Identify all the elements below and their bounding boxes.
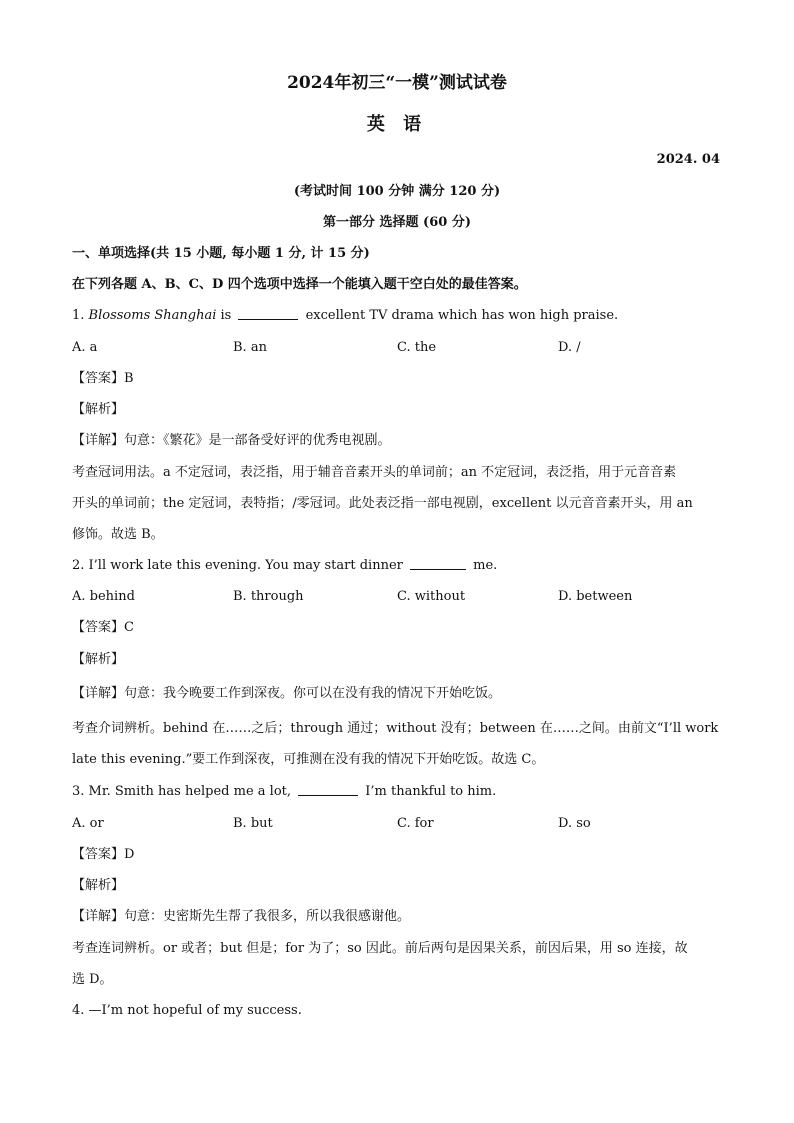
question-1-option-b: B. an	[233, 340, 267, 355]
question-3-explanation-line-2: 选 D。	[72, 972, 113, 987]
part-title: 第一部分 选择题 (60 分)	[323, 215, 471, 230]
question-3-stem-suffix: I’m thankful to him.	[361, 784, 497, 799]
question-3-analysis: 【解析】	[72, 878, 125, 893]
question-2-option-b: B. through	[233, 589, 304, 604]
section-heading: 一、单项选择(共 15 小题, 每小题 1 分, 计 15 分)	[72, 246, 370, 261]
question-1-option-a: A. a	[72, 340, 98, 355]
question-2-detail: 【详解】句意：我今晚要工作到深夜。你可以在没有我的情况下开始吃饭。	[72, 686, 502, 701]
question-3-detail: 【详解】句意：史密斯先生帮了我很多，所以我很感谢他。	[72, 909, 411, 924]
subject-title: 英 语	[366, 114, 428, 135]
exam-info: (考试时间 100 分钟 满分 120 分)	[293, 184, 501, 199]
exam-title: 2024年初三“一模”测试试卷	[287, 73, 507, 93]
question-1-explanation-line-2: 开头的单词前；the 定冠词，表特指；/零冠词。此处表泛指一部电视剧，excellent 以元音音素开头，用 an	[72, 496, 693, 511]
answer-blank	[238, 307, 298, 320]
question-3-option-d: D. so	[558, 816, 591, 831]
question-2-stem	[72, 557, 497, 575]
question-2-answer: 【答案】C	[72, 620, 134, 635]
question-1-explanation-line-3: 修饰。故选 B。	[72, 527, 164, 542]
question-2-stem-prefix: 2. I’ll work late this evening. You may start dinner	[72, 558, 407, 573]
question-2-stem-suffix: me.	[469, 558, 498, 573]
question-1-option-d: D. /	[558, 340, 581, 355]
question-2-option-c: C. without	[397, 589, 466, 604]
question-3-stem-prefix: 3. Mr. Smith has helped me a lot,	[72, 784, 296, 799]
answer-blank	[410, 557, 466, 570]
section-instruction: 在下列各题 A、B、C、D 四个选项中选择一个能填入题干空白处的最佳答案。	[72, 277, 527, 292]
exam-date: 2024. 04	[656, 152, 720, 167]
question-1-stem-mid: is	[216, 308, 236, 323]
question-3-answer: 【答案】D	[72, 847, 135, 862]
question-2-explanation-line-2: late this evening.”要工作到深夜，可推测在没有我的情况下开始吃饭。故选 C。	[72, 752, 545, 767]
question-1-italic-title: Blossoms Shanghai	[88, 308, 217, 323]
question-3-option-b: B. but	[233, 816, 273, 831]
question-1-analysis: 【解析】	[72, 402, 125, 417]
question-1-answer: 【答案】B	[72, 371, 134, 386]
question-1-option-c: C. the	[397, 340, 437, 355]
question-3-stem	[72, 783, 496, 801]
question-1-stem	[72, 307, 618, 325]
answer-blank	[298, 783, 358, 796]
question-2-option-d: D. between	[558, 589, 633, 604]
question-1-number: 1.	[72, 308, 89, 323]
question-3-option-c: C. for	[397, 816, 434, 831]
question-1-detail: 【详解】句意：《繁花》是一部备受好评的优秀电视剧。	[72, 433, 391, 448]
question-2-explanation-line-1: 考查介词辨析。behind 在……之后；through 通过；without 没有；between 在……之间。由前文“I’ll work	[72, 721, 719, 736]
question-2-option-a: A. behind	[72, 589, 135, 604]
question-3-explanation-line-1: 考查连词辨析。or 或者；but 但是；for 为了；so 因此。前后两句是因果关系，前因后果，用 so 连接，故	[72, 941, 688, 956]
question-1-stem-suffix: excellent TV drama which has won high praise.	[301, 308, 619, 323]
question-2-analysis: 【解析】	[72, 652, 125, 667]
question-3-option-a: A. or	[72, 816, 104, 831]
question-4-stem: 4. —I’m not hopeful of my success.	[72, 1003, 302, 1018]
question-1-explanation-line-1: 考查冠词用法。a 不定冠词，表泛指，用于辅音音素开头的单词前；an 不定冠词，表泛指，用于元音音素	[72, 465, 677, 480]
